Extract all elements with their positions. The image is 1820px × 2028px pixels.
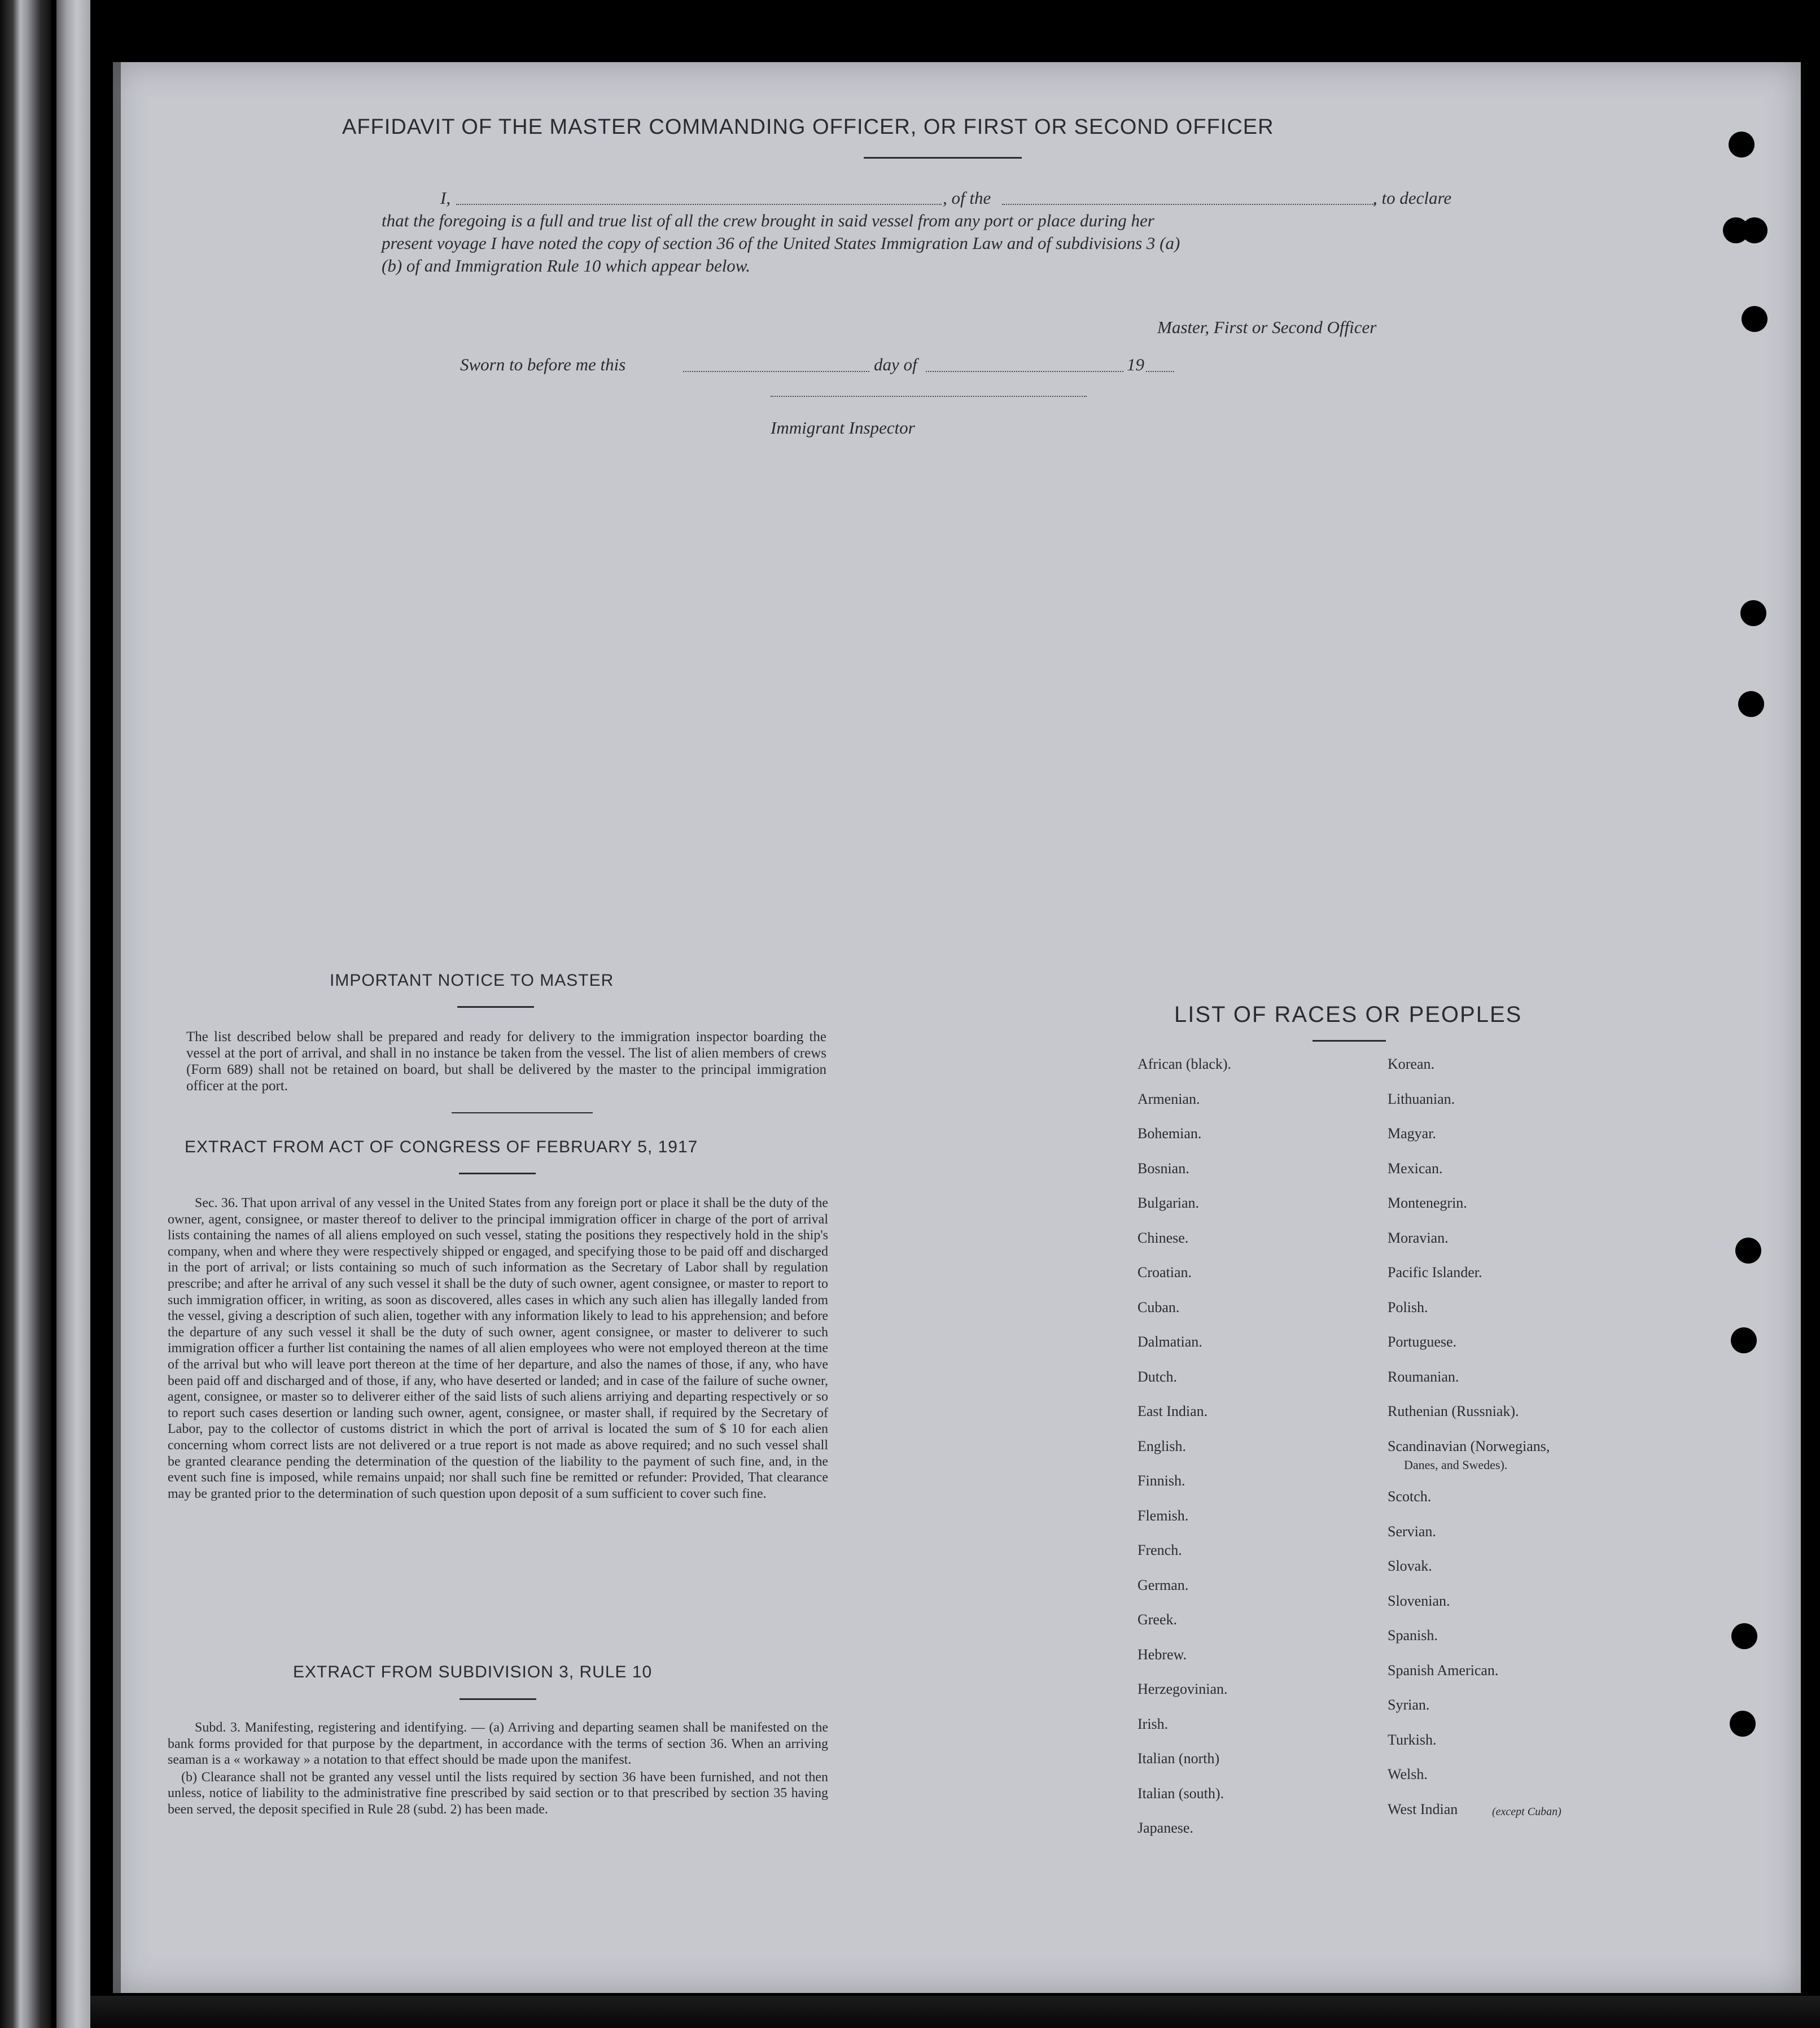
rule-rule <box>460 1698 536 1700</box>
races-title: LIST OF RACES OR PEOPLES <box>1174 1002 1523 1027</box>
act-rule <box>459 1173 536 1174</box>
race-item: Spanish American. <box>1388 1662 1499 1679</box>
race-item: West Indian <box>1388 1800 1458 1817</box>
punch-hole <box>1742 217 1768 243</box>
race-item: Bosnian. <box>1138 1160 1189 1177</box>
name-blank[interactable] <box>456 203 942 205</box>
punch-hole <box>1729 132 1755 158</box>
race-item: Slovak. <box>1388 1558 1432 1574</box>
race-item: Welsh. <box>1388 1766 1428 1782</box>
race-item: Cuban. <box>1138 1299 1180 1315</box>
rule-text <box>168 1720 828 1819</box>
sworn-month-blank[interactable] <box>926 370 1123 372</box>
title-rule <box>864 157 1022 159</box>
affidavit-line1: that the foregoing is a full and true list of all the crew brought in said vessel from any port or place during her <box>382 211 1154 230</box>
race-item: Polish. <box>1388 1299 1428 1315</box>
race-item: Japanese. <box>1138 1820 1193 1836</box>
race-item: Flemish. <box>1138 1507 1189 1524</box>
sworn-year-blank[interactable] <box>1146 370 1174 372</box>
race-item: East Indian. <box>1138 1403 1208 1419</box>
race-item: African (black). <box>1138 1056 1232 1072</box>
day-of-label: day of <box>874 355 917 374</box>
race-item: Servian. <box>1388 1523 1436 1540</box>
scan-edge-left <box>0 0 51 2028</box>
races-rule <box>1313 1040 1386 1042</box>
race-item: Spanish. <box>1388 1627 1438 1644</box>
race-item: Armenian. <box>1138 1090 1200 1107</box>
affidavit-title: AFFIDAVIT OF THE MASTER COMMANDING OFFICER, OR FIRST OR SECOND OFFICER <box>342 115 1274 139</box>
notice-text <box>186 1029 826 1095</box>
notice-title: IMPORTANT NOTICE TO MASTER <box>330 971 614 990</box>
punch-hole <box>1740 600 1766 626</box>
master-signature-label: Master, First or Second Officer <box>1157 317 1377 337</box>
race-item: Chinese. <box>1138 1229 1189 1246</box>
affidavit-of-the-label: , of the <box>943 188 991 208</box>
affidavit-to-declare-label: , to declare <box>1373 188 1452 208</box>
notice-rule <box>457 1006 534 1008</box>
race-item: Italian (north) <box>1138 1750 1220 1767</box>
inspector-label: Immigrant Inspector <box>771 418 915 438</box>
act-paragraph: Sec. 36. That upon arrival of any vessel in the United States from any foreign port or place it shall be the duty of the owner, agent, consignee, or master thereof to deliver to the principal immigration officer in charge of the port of arrival lists containing the names of all aliens employed on such vessel, stating the positions they respectively hold in the ship's company, when and where they were respectively shipped or engaged, and specifying those to be paid off and discharged in the port of arrival; or lists containing so much of such information as the Secretary of Labor shall by regulation prescribe; and after he arrival of any such vessel it shall be the duty of such owner, agent consignee, or master to report to such immigration officer, in writing, as soon as discovered, alles cases in which any such alien has illegally landed from the vessel, giving a description of such alien, together with any information likely to lead to his apprehension; and before the departure of any such vessel it shall be the duty of such owner, agent consignee, or master to deliverer to such immigration officer a further list containing the names of all alien employees who were not employed thereon at the time of the arrival but who will leave port thereon at the time of her departure, and also the names of those, if any, who have been paid off and discharged and of those, if any, who have deserted or landed; and in case of the failure of suche owner, agent, consignee, or master so to deliverer either of the said lists of such aliens arriying and departing respectively or so to report such cases desertion or landing such owner, agent, consignee, or master shall, if required by the Secretary of Labor, pay to the collector of customs district in which the port of arrival is located the sum of $ 10 for each alien concerning whom correct lists are not delivered or a true report is not made as above required; and no such vessel shall be granted clearance pending the determination of the question of the liability to the payment of such fine, and, in the event such fine is imposed, while remains unpaid; nor shall such fine be remitted or refunder: Provided, That clearance may be granted prior to the determination of such question upon deposit of a sum sufficient to cover such fine. <box>168 1196 828 1501</box>
race-item: Mexican. <box>1388 1160 1443 1177</box>
affidavit-line3: (b) of and Immigration Rule 10 which appear below. <box>382 256 750 276</box>
punch-hole <box>1738 691 1764 717</box>
act-title: EXTRACT FROM ACT OF CONGRESS OF FEBRUARY 5, 1917 <box>185 1138 698 1156</box>
race-item: Magyar. <box>1388 1125 1436 1142</box>
punch-hole <box>1735 1238 1761 1264</box>
race-item: English. <box>1138 1437 1186 1454</box>
race-item: Hebrew. <box>1138 1646 1187 1663</box>
race-item: Moravian. <box>1388 1229 1449 1246</box>
race-item: Portuguese. <box>1388 1334 1457 1350</box>
document-sheet <box>113 62 1801 1993</box>
scandinavian-continuation: Danes, and Swedes). <box>1404 1458 1508 1472</box>
year-label: 19 <box>1127 355 1144 374</box>
race-item: Herzegovinian. <box>1138 1681 1228 1697</box>
race-item: Pacific Islander. <box>1388 1264 1482 1280</box>
sworn-day-blank[interactable] <box>683 370 869 372</box>
rule-paragraph-a: Subd. 3. Manifesting, registering and identifying. — (a) Arriving and departing seamen shall be manifested on the bank forms provided for that purpose by the department, in accordance with the terms of section 36. When an arriving seaman is a « workaway » a notation to that effect should be made upon the manifest. <box>168 1720 828 1768</box>
race-item: Scotch. <box>1388 1488 1432 1505</box>
race-item: Slovenian. <box>1388 1592 1450 1609</box>
west-indian-note: (except Cuban) <box>1492 1806 1561 1818</box>
race-item: Scandinavian (Norwegians, <box>1388 1437 1550 1454</box>
race-item: German. <box>1138 1576 1189 1593</box>
race-item: Lithuanian. <box>1388 1090 1455 1107</box>
sheet-border <box>113 62 121 1993</box>
page-edge-strip <box>56 0 90 2028</box>
rule-paragraph-b: (b) Clearance shall not be granted any vessel until the lists required by section 36 have been furnished, and not then unless, notice of liability to the administrative fine prescribed by said section or to that prescribed by section 35 having been served, the deposit specified in Rule 28 (subd. 2) has been made. <box>168 1769 828 1817</box>
notice-paragraph: The list described below shall be prepared and ready for delivery to the immigration inspector boarding the vessel at the port of arrival, and shall in no instance be taken from the vessel. The list of alien members of crews (Form 689) shall not be retained on board, but shall be delivered by the master to the principal immigration officer at the port. <box>186 1029 826 1094</box>
race-item: Croatian. <box>1138 1264 1192 1280</box>
race-item: Irish. <box>1138 1715 1169 1732</box>
race-item: Dalmatian. <box>1138 1334 1202 1350</box>
affidavit-i-label: I, <box>440 188 451 208</box>
race-item: Bulgarian. <box>1138 1195 1200 1211</box>
sworn-label: Sworn to before me this <box>460 355 626 374</box>
punch-hole <box>1731 1327 1757 1353</box>
rule-title: EXTRACT FROM SUBDIVISION 3, RULE 10 <box>293 1663 653 1681</box>
race-item: Montenegrin. <box>1388 1195 1467 1211</box>
punch-hole <box>1731 1623 1757 1649</box>
punch-hole <box>1730 1711 1756 1737</box>
race-item: Ruthenian (Russniak). <box>1388 1403 1519 1419</box>
race-item: Greek. <box>1138 1611 1178 1628</box>
race-item: Roumanian. <box>1388 1368 1459 1385</box>
race-item: Bohemian. <box>1138 1125 1202 1142</box>
affidavit-line2: present voyage I have noted the copy of section 36 of the United States Immigration Law and of subdivisions 3 (a) <box>382 233 1180 253</box>
race-item: Finnish. <box>1138 1472 1185 1489</box>
race-item: Dutch. <box>1138 1368 1178 1385</box>
vessel-blank[interactable] <box>1002 203 1375 205</box>
race-item: Syrian. <box>1388 1697 1430 1713</box>
notice-divider <box>452 1112 593 1113</box>
race-item: French. <box>1138 1542 1182 1558</box>
scan-edge-bottom <box>90 1996 1820 2028</box>
inspector-signature-blank[interactable] <box>771 395 1087 397</box>
race-item: Italian (south). <box>1138 1785 1224 1802</box>
punch-hole <box>1742 306 1768 332</box>
act-text <box>168 1195 828 1503</box>
race-item: Turkish. <box>1388 1731 1437 1748</box>
race-item: Korean. <box>1388 1056 1435 1072</box>
